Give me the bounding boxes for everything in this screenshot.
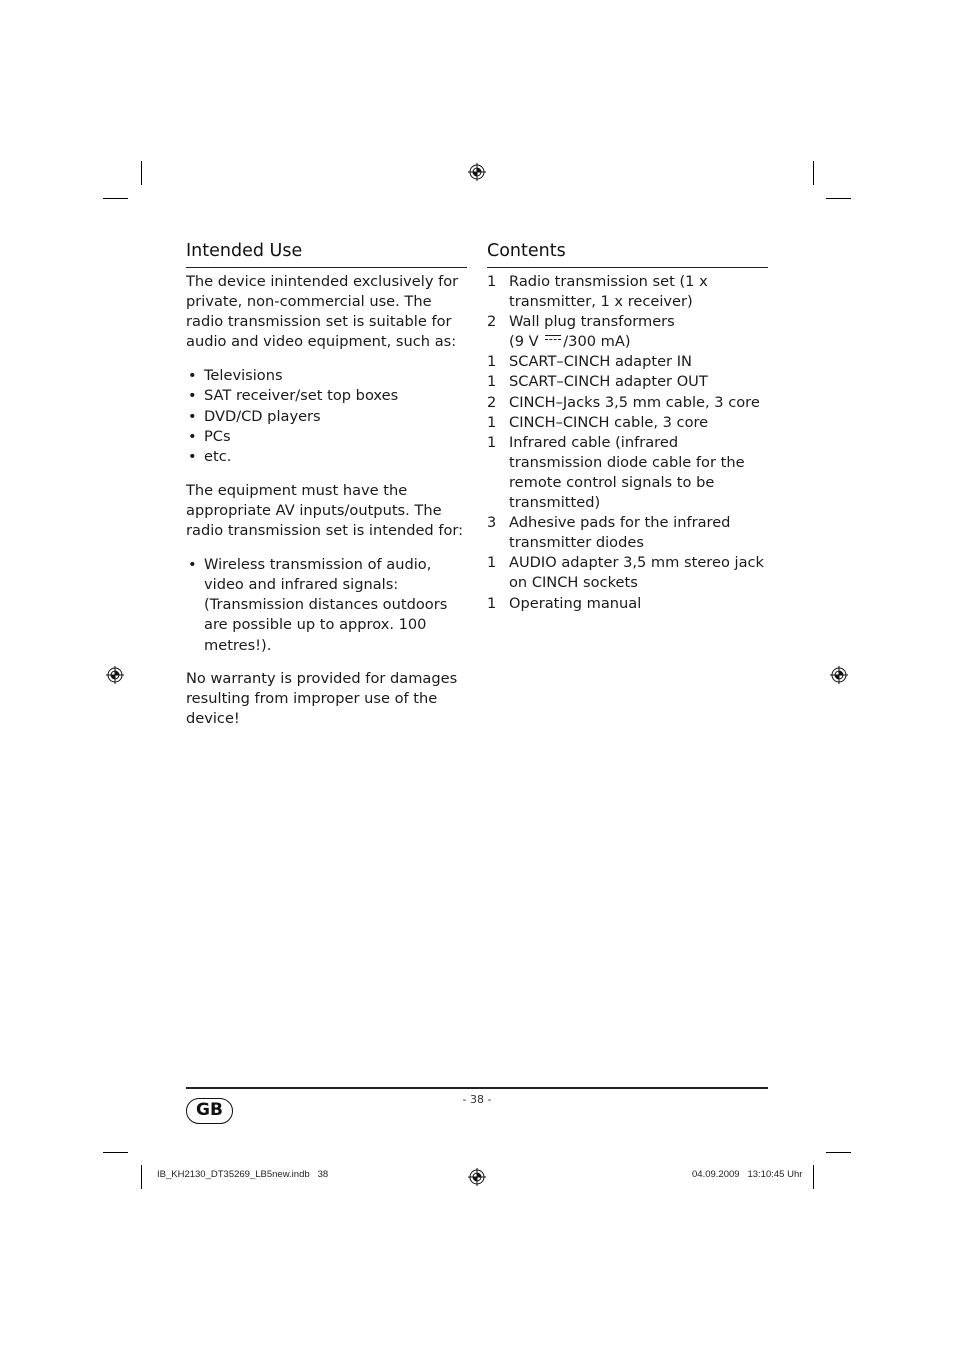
list-item bbox=[487, 413, 768, 433]
crop-mark bbox=[103, 1152, 128, 1153]
list-item bbox=[487, 594, 768, 614]
item-description: AUDIO adapter 3,5 mm stereo jack on CINCH sockets bbox=[509, 554, 765, 592]
item-description: Radio transmission set (1 x transmitter, 1 x receiver) bbox=[509, 273, 708, 311]
contents-heading: Contents bbox=[487, 240, 768, 268]
language-badge: GB bbox=[186, 1098, 233, 1124]
warranty-paragraph: No warranty is provided for damages resulting from improper use of the device! bbox=[186, 669, 458, 727]
item-description: SCART–CINCH adapter OUT bbox=[509, 373, 708, 391]
item-quantity: 2 bbox=[487, 313, 497, 331]
purpose-note: (Transmission distances outdoors are possible up to approx. 100 metres!). bbox=[204, 596, 448, 654]
item-quantity: 1 bbox=[487, 554, 497, 572]
item-description: CINCH–Jacks 3,5 mm cable, 3 core bbox=[509, 393, 760, 411]
contents-list bbox=[487, 272, 768, 614]
crop-mark bbox=[141, 1165, 142, 1189]
crop-mark bbox=[103, 198, 128, 199]
list-item bbox=[487, 372, 768, 392]
registration-mark-icon bbox=[830, 666, 848, 684]
item-quantity: 1 bbox=[487, 413, 497, 431]
crop-mark bbox=[813, 1165, 814, 1189]
list-item bbox=[487, 433, 768, 513]
registration-mark-icon bbox=[468, 163, 486, 181]
item-quantity: 1 bbox=[487, 594, 497, 612]
crop-mark bbox=[141, 161, 142, 185]
crop-mark bbox=[826, 198, 851, 199]
footer-divider bbox=[186, 1087, 768, 1089]
intended-use-section bbox=[186, 240, 467, 729]
item-description-line: Wall plug transformers bbox=[509, 313, 675, 331]
list-item: • SAT receiver/set top boxes bbox=[186, 386, 467, 406]
item-description: Adhesive pads for the infrared transmitter diodes bbox=[509, 514, 731, 552]
equipment-list bbox=[186, 366, 467, 466]
intended-use-intro: The device inintended exclusively for private, non-commercial use. The radio transmission set is suitable for audio and video equipment, such as: bbox=[186, 273, 459, 351]
direct-current-symbol-icon bbox=[545, 335, 561, 344]
list-item: • Televisions bbox=[186, 366, 467, 386]
print-slug-date: 04.09.2009 13:10:45 Uhr bbox=[692, 1169, 803, 1180]
list-item bbox=[487, 272, 768, 312]
item-quantity: 1 bbox=[487, 273, 497, 290]
item-description: Operating manual bbox=[509, 594, 642, 612]
list-item bbox=[186, 555, 467, 655]
list-item bbox=[487, 553, 768, 593]
item-description-line: (9 V bbox=[509, 333, 539, 351]
purpose-list bbox=[186, 555, 467, 655]
crop-mark bbox=[813, 161, 814, 185]
intended-use-heading: Intended Use bbox=[186, 240, 467, 268]
item-quantity: 1 bbox=[487, 373, 497, 391]
item-quantity: 3 bbox=[487, 514, 497, 532]
list-item bbox=[487, 513, 768, 553]
list-item bbox=[487, 352, 768, 372]
purpose-main: Wireless transmission of audio, video and infrared signals: bbox=[204, 556, 432, 594]
item-quantity: 1 bbox=[487, 353, 497, 371]
requirement-paragraph: The equipment must have the appropriate AV inputs/outputs. The radio transmission set is intended for: bbox=[186, 481, 464, 540]
crop-mark bbox=[826, 1152, 851, 1153]
list-item bbox=[487, 393, 768, 413]
page-number: - 38 - bbox=[462, 1093, 492, 1106]
registration-mark-icon bbox=[468, 1168, 486, 1186]
item-description: Infrared cable (infrared transmission diode cable for the remote control signals to be transmitted) bbox=[509, 433, 745, 512]
item-quantity: 2 bbox=[487, 393, 497, 411]
print-slug-file: IB_KH2130_DT35269_LB5new.indb 38 bbox=[157, 1169, 329, 1180]
list-item bbox=[487, 312, 768, 352]
item-quantity: 1 bbox=[487, 433, 497, 451]
list-item: • DVD/CD players bbox=[186, 407, 467, 427]
item-description: SCART–CINCH adapter IN bbox=[509, 353, 692, 371]
list-item: • etc. bbox=[186, 447, 467, 467]
item-description-line: /300 mA) bbox=[563, 333, 631, 351]
list-item: • PCs bbox=[186, 427, 467, 447]
contents-section bbox=[487, 240, 768, 614]
item-description: CINCH–CINCH cable, 3 core bbox=[509, 413, 709, 431]
item-description bbox=[509, 312, 768, 352]
registration-mark-icon bbox=[106, 666, 124, 684]
